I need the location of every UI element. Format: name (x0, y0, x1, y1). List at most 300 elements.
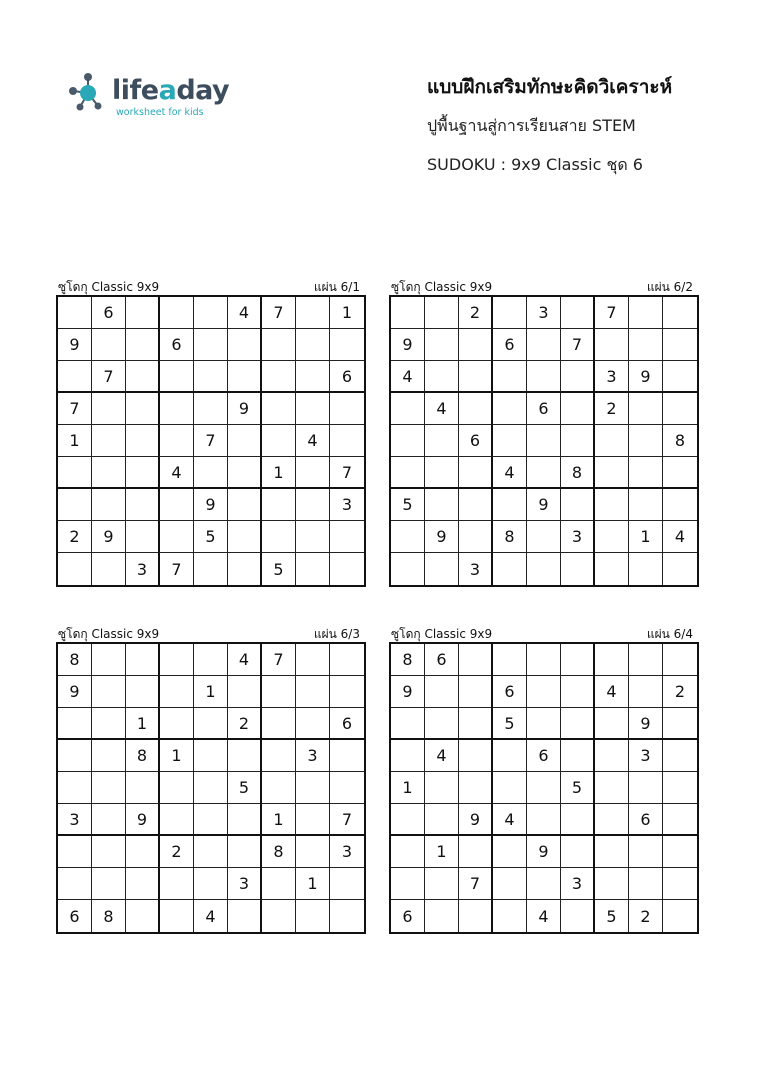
sudoku-cell (391, 425, 425, 457)
sudoku-cell (228, 900, 262, 932)
sudoku-cell (296, 900, 330, 932)
sudoku-cell (296, 489, 330, 521)
sudoku-cell: 5 (228, 772, 262, 804)
sudoku-cell (296, 644, 330, 676)
sudoku-cell: 4 (493, 457, 527, 489)
sudoku-cell: 8 (561, 457, 595, 489)
sudoku-cell (296, 708, 330, 740)
sudoku-cell (330, 868, 364, 900)
sudoku-cell (595, 772, 629, 804)
sudoku-cell: 9 (58, 676, 92, 708)
sudoku-cell: 9 (459, 804, 493, 836)
sudoku-cell (58, 361, 92, 393)
sudoku-cell: 9 (527, 489, 561, 521)
sudoku-cell (493, 489, 527, 521)
sudoku-cell: 9 (58, 329, 92, 361)
sudoku-cell: 9 (92, 521, 126, 553)
sudoku-cell (330, 900, 364, 932)
sudoku-cell (262, 425, 296, 457)
sudoku-cell (92, 553, 126, 585)
sudoku-cell: 5 (561, 772, 595, 804)
sudoku-cell: 9 (391, 329, 425, 361)
sudoku-cell: 7 (92, 361, 126, 393)
sudoku-cell (126, 393, 160, 425)
worksheet-subtitle: ปูพื้นฐานสู่การเรียนสาย STEM (427, 116, 636, 135)
sudoku-cell (595, 329, 629, 361)
sudoku-cell (561, 553, 595, 585)
sudoku-cell (527, 521, 561, 553)
sudoku-cell (527, 804, 561, 836)
sudoku-cell: 5 (262, 553, 296, 585)
sudoku-cell: 4 (296, 425, 330, 457)
puzzle-sheet-number: แผ่น 6/1 (313, 280, 360, 294)
sudoku-cell (330, 521, 364, 553)
sudoku-cell (629, 393, 663, 425)
sudoku-cell (228, 329, 262, 361)
sudoku-cell (493, 393, 527, 425)
sudoku-cell: 2 (160, 836, 194, 868)
puzzle-label: ซูโดกุ Classic 9x9 (391, 627, 493, 641)
sudoku-cell: 3 (595, 361, 629, 393)
sudoku-cell (459, 329, 493, 361)
sudoku-cell (493, 836, 527, 868)
sudoku-cell: 6 (330, 708, 364, 740)
sudoku-cell: 8 (391, 644, 425, 676)
sudoku-cell: 4 (391, 361, 425, 393)
sudoku-cell (330, 329, 364, 361)
sudoku-cell (595, 521, 629, 553)
sudoku-cell (663, 772, 697, 804)
sudoku-cell: 8 (58, 644, 92, 676)
sudoku-cell (425, 804, 459, 836)
sudoku-cell (296, 836, 330, 868)
sudoku-cell (595, 836, 629, 868)
sudoku-cell: 8 (92, 900, 126, 932)
sudoku-cell (160, 393, 194, 425)
sudoku-cell (663, 644, 697, 676)
sudoku-cell (228, 676, 262, 708)
sudoku-cell (92, 425, 126, 457)
sudoku-cell (228, 457, 262, 489)
sudoku-cell (425, 361, 459, 393)
sudoku-cell (126, 329, 160, 361)
sudoku-cell: 4 (527, 900, 561, 932)
sudoku-cell: 6 (160, 329, 194, 361)
sudoku-cell (194, 644, 228, 676)
sudoku-cell: 9 (228, 393, 262, 425)
sudoku-cell (561, 425, 595, 457)
logo-name-prefix: life (112, 75, 159, 106)
sudoku-cell (194, 740, 228, 772)
sudoku-cell (527, 361, 561, 393)
sudoku-cell (595, 425, 629, 457)
sudoku-cell: 1 (425, 836, 459, 868)
sudoku-cell: 3 (126, 553, 160, 585)
sudoku-cell (262, 900, 296, 932)
sudoku-cell (561, 297, 595, 329)
sudoku-cell (629, 836, 663, 868)
sudoku-cell (493, 297, 527, 329)
sudoku-cell (527, 553, 561, 585)
sudoku-cell (595, 740, 629, 772)
sudoku-cell (391, 553, 425, 585)
sudoku-cell (391, 393, 425, 425)
sudoku-cell: 3 (330, 489, 364, 521)
sudoku-cell (296, 393, 330, 425)
sudoku-cell: 2 (228, 708, 262, 740)
sudoku-cell (160, 489, 194, 521)
sudoku-cell (262, 489, 296, 521)
sudoku-cell (296, 521, 330, 553)
sudoku-cell: 9 (629, 361, 663, 393)
sudoku-cell (663, 393, 697, 425)
sudoku-cell (58, 708, 92, 740)
sudoku-cell (391, 804, 425, 836)
sudoku-cell: 1 (160, 740, 194, 772)
sudoku-cell: 7 (595, 297, 629, 329)
sudoku-cell (262, 361, 296, 393)
sudoku-cell: 2 (663, 676, 697, 708)
sudoku-cell (629, 676, 663, 708)
sudoku-cell (391, 521, 425, 553)
sudoku-cell (330, 740, 364, 772)
sudoku-cell (160, 644, 194, 676)
sudoku-cell (629, 868, 663, 900)
sudoku-cell: 7 (561, 329, 595, 361)
sudoku-cell (330, 676, 364, 708)
sudoku-cell (194, 361, 228, 393)
sudoku-cell (561, 361, 595, 393)
sudoku-cell (663, 708, 697, 740)
sudoku-cell (126, 489, 160, 521)
sudoku-cell (561, 740, 595, 772)
sudoku-cell (425, 425, 459, 457)
sudoku-cell (595, 868, 629, 900)
sudoku-cell (629, 329, 663, 361)
sudoku-cell: 3 (228, 868, 262, 900)
sudoku-cell: 5 (391, 489, 425, 521)
sudoku-cell (194, 836, 228, 868)
sudoku-cell (493, 900, 527, 932)
sudoku-cell: 5 (194, 521, 228, 553)
sudoku-cell (391, 836, 425, 868)
sudoku-cell (425, 489, 459, 521)
sudoku-cell (194, 553, 228, 585)
sudoku-cell: 4 (663, 521, 697, 553)
sudoku-cell (194, 457, 228, 489)
sudoku-cell (459, 644, 493, 676)
sudoku-cell (262, 393, 296, 425)
sudoku-cell: 4 (595, 676, 629, 708)
sudoku-cell (595, 708, 629, 740)
sudoku-cell (262, 772, 296, 804)
sudoku-cell (459, 740, 493, 772)
sudoku-cell (92, 329, 126, 361)
sudoku-cell (663, 836, 697, 868)
sudoku-cell: 7 (262, 644, 296, 676)
sudoku-cell: 4 (194, 900, 228, 932)
sudoku-cell (391, 708, 425, 740)
sudoku-cell: 1 (194, 676, 228, 708)
sudoku-cell (629, 772, 663, 804)
sudoku-cell (58, 772, 92, 804)
sudoku-cell (391, 868, 425, 900)
sudoku-cell (425, 772, 459, 804)
sudoku-cell (561, 804, 595, 836)
sudoku-cell (228, 361, 262, 393)
sudoku-cell (92, 836, 126, 868)
sudoku-cell (160, 425, 194, 457)
sudoku-cell: 3 (561, 521, 595, 553)
sudoku-cell (160, 297, 194, 329)
sudoku-cell (595, 553, 629, 585)
sudoku-cell: 9 (425, 521, 459, 553)
sudoku-cell (92, 868, 126, 900)
sudoku-grid (389, 642, 699, 934)
sudoku-cell (629, 457, 663, 489)
sudoku-cell (527, 708, 561, 740)
sudoku-cell (194, 804, 228, 836)
sudoku-cell (228, 836, 262, 868)
sudoku-cell (126, 521, 160, 553)
sudoku-cell (459, 772, 493, 804)
sudoku-cell: 8 (262, 836, 296, 868)
puzzle-label: ซูโดกุ Classic 9x9 (58, 280, 160, 294)
sudoku-cell (527, 644, 561, 676)
sudoku-cell (493, 553, 527, 585)
sudoku-cell (561, 393, 595, 425)
sudoku-cell (296, 361, 330, 393)
sudoku-cell (527, 772, 561, 804)
sudoku-cell (663, 297, 697, 329)
sudoku-cell: 6 (58, 900, 92, 932)
sudoku-cell (459, 836, 493, 868)
sudoku-cell (663, 900, 697, 932)
sudoku-cell (493, 740, 527, 772)
sudoku-cell (459, 393, 493, 425)
sudoku-cell: 6 (493, 676, 527, 708)
sudoku-cell (663, 553, 697, 585)
sudoku-cell (58, 868, 92, 900)
sudoku-cell: 7 (58, 393, 92, 425)
sudoku-cell (160, 676, 194, 708)
sudoku-cell (58, 740, 92, 772)
sudoku-cell (126, 772, 160, 804)
sudoku-cell (425, 553, 459, 585)
sudoku-cell: 4 (493, 804, 527, 836)
sudoku-cell: 6 (425, 644, 459, 676)
sudoku-cell (459, 900, 493, 932)
sudoku-cell: 9 (126, 804, 160, 836)
sudoku-cell (296, 329, 330, 361)
sudoku-cell (629, 644, 663, 676)
sudoku-cell (425, 457, 459, 489)
sudoku-cell: 3 (459, 553, 493, 585)
sudoku-cell (126, 457, 160, 489)
sudoku-cell (92, 489, 126, 521)
sudoku-cell (330, 772, 364, 804)
sudoku-cell: 4 (425, 393, 459, 425)
sudoku-cell (228, 521, 262, 553)
sudoku-cell (228, 489, 262, 521)
sudoku-cell (92, 804, 126, 836)
puzzle-label: ซูโดกุ Classic 9x9 (58, 627, 160, 641)
sudoku-cell: 5 (595, 900, 629, 932)
sudoku-cell (330, 553, 364, 585)
sudoku-cell (126, 676, 160, 708)
sudoku-cell: 1 (629, 521, 663, 553)
sudoku-cell: 3 (330, 836, 364, 868)
logo-name-accent: a (158, 75, 177, 106)
puzzle-label: ซูโดกุ Classic 9x9 (391, 280, 493, 294)
sudoku-cell (459, 676, 493, 708)
sudoku-cell (629, 425, 663, 457)
sudoku-cell: 9 (629, 708, 663, 740)
sudoku-cell: 6 (459, 425, 493, 457)
sudoku-cell (425, 297, 459, 329)
sudoku-cell (663, 361, 697, 393)
sudoku-cell (330, 644, 364, 676)
sudoku-cell (663, 329, 697, 361)
worksheet-set-label: SUDOKU : 9x9 Classic ชุด 6 (427, 155, 643, 174)
sudoku-cell (92, 644, 126, 676)
sudoku-cell: 7 (330, 457, 364, 489)
sudoku-cell (391, 457, 425, 489)
sudoku-cell (160, 521, 194, 553)
sudoku-grid (56, 642, 366, 934)
sudoku-cell: 2 (459, 297, 493, 329)
sudoku-cell: 7 (459, 868, 493, 900)
sudoku-cell (663, 740, 697, 772)
sudoku-cell (527, 457, 561, 489)
sudoku-cell (228, 804, 262, 836)
sudoku-cell (58, 297, 92, 329)
sudoku-cell (126, 868, 160, 900)
sudoku-grid (56, 295, 366, 587)
sudoku-cell (527, 329, 561, 361)
sudoku-cell (58, 836, 92, 868)
sudoku-cell: 9 (194, 489, 228, 521)
sudoku-cell (527, 868, 561, 900)
sudoku-cell: 7 (330, 804, 364, 836)
sudoku-cell: 2 (595, 393, 629, 425)
sudoku-cell (126, 836, 160, 868)
sudoku-cell (160, 868, 194, 900)
sudoku-cell (58, 553, 92, 585)
sudoku-cell (663, 489, 697, 521)
sudoku-cell (296, 553, 330, 585)
sudoku-cell: 6 (330, 361, 364, 393)
sudoku-cell (228, 740, 262, 772)
sudoku-cell (126, 900, 160, 932)
sudoku-cell: 2 (629, 900, 663, 932)
sudoku-cell (194, 868, 228, 900)
sudoku-cell: 6 (92, 297, 126, 329)
sudoku-cell: 6 (629, 804, 663, 836)
sudoku-cell: 4 (160, 457, 194, 489)
sudoku-cell (595, 457, 629, 489)
sudoku-cell: 1 (296, 868, 330, 900)
sudoku-cell (262, 708, 296, 740)
sudoku-cell (92, 393, 126, 425)
sudoku-cell (561, 900, 595, 932)
sudoku-cell (160, 804, 194, 836)
sudoku-cell (561, 708, 595, 740)
sudoku-cell: 6 (391, 900, 425, 932)
sudoku-cell (527, 425, 561, 457)
sudoku-cell (425, 900, 459, 932)
sudoku-cell (262, 868, 296, 900)
sudoku-cell (126, 644, 160, 676)
sudoku-cell (527, 676, 561, 708)
sudoku-cell (296, 804, 330, 836)
sudoku-cell: 3 (629, 740, 663, 772)
logo-molecule-icon (68, 73, 108, 113)
sudoku-cell (561, 836, 595, 868)
puzzle-sheet-number: แผ่น 6/4 (646, 627, 693, 641)
sudoku-cell (92, 708, 126, 740)
sudoku-cell: 3 (527, 297, 561, 329)
sudoku-cell (663, 457, 697, 489)
sudoku-cell: 8 (663, 425, 697, 457)
sudoku-cell: 4 (425, 740, 459, 772)
sudoku-cell (160, 900, 194, 932)
sudoku-cell (194, 297, 228, 329)
sudoku-cell (194, 329, 228, 361)
sudoku-cell: 1 (330, 297, 364, 329)
sudoku-cell (561, 676, 595, 708)
sudoku-cell: 7 (262, 297, 296, 329)
sudoku-cell (228, 425, 262, 457)
sudoku-cell (262, 521, 296, 553)
sudoku-cell (296, 772, 330, 804)
sudoku-cell (194, 393, 228, 425)
sudoku-cell (262, 740, 296, 772)
sudoku-cell (58, 457, 92, 489)
sudoku-cell: 6 (527, 393, 561, 425)
sudoku-cell: 7 (194, 425, 228, 457)
sudoku-cell (296, 457, 330, 489)
sudoku-cell (391, 740, 425, 772)
sudoku-cell (629, 489, 663, 521)
logo-tagline: worksheet for kids (116, 107, 204, 118)
sudoku-cell: 3 (296, 740, 330, 772)
sudoku-cell (493, 772, 527, 804)
sudoku-cell: 9 (527, 836, 561, 868)
lifeaday-logo (68, 70, 268, 130)
sudoku-cell (629, 297, 663, 329)
sudoku-cell (126, 425, 160, 457)
sudoku-cell (425, 708, 459, 740)
sudoku-cell (459, 708, 493, 740)
sudoku-cell: 1 (391, 772, 425, 804)
sudoku-cell (629, 553, 663, 585)
sudoku-cell (663, 868, 697, 900)
sudoku-cell: 7 (160, 553, 194, 585)
sudoku-cell: 1 (262, 457, 296, 489)
sudoku-cell (160, 772, 194, 804)
sudoku-cell (663, 804, 697, 836)
sudoku-cell (296, 676, 330, 708)
sudoku-cell: 4 (228, 644, 262, 676)
sudoku-grid (389, 295, 699, 587)
sudoku-cell: 8 (493, 521, 527, 553)
sudoku-cell (160, 708, 194, 740)
sudoku-cell (194, 772, 228, 804)
sudoku-cell (194, 708, 228, 740)
logo-name-suffix: day (176, 75, 230, 106)
sudoku-cell (561, 489, 595, 521)
